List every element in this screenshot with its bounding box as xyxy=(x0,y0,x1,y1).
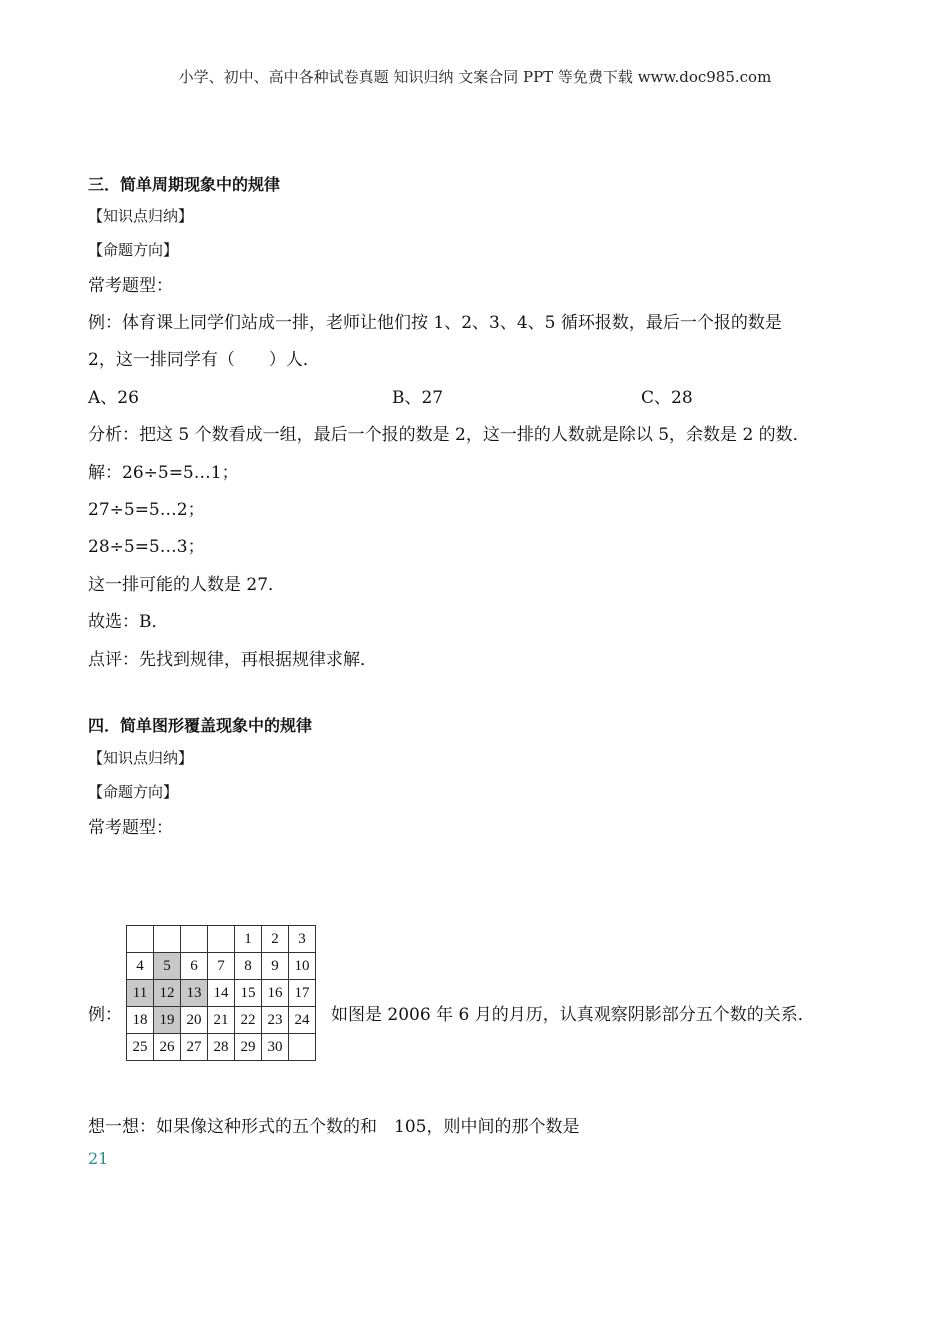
choice-text: 故选：B． xyxy=(88,612,169,632)
calendar-cell xyxy=(208,926,235,953)
example4-text: 如图是 2006 年 6 月的月历，认真观察阴影部分五个数的关系． xyxy=(331,1005,815,1025)
calendar-cell: 9 xyxy=(262,953,289,980)
option-b: B、27 xyxy=(392,388,444,408)
calendar-cell: 29 xyxy=(235,1034,262,1061)
calendar-cell: 7 xyxy=(208,953,235,980)
calendar-cell: 24 xyxy=(289,1007,316,1034)
section3-direction: 【命题方向】 xyxy=(88,241,179,259)
example3-line2: 2，这一排同学有（ ）人． xyxy=(88,350,320,370)
option-a: A、26 xyxy=(88,388,139,408)
section4-title: 四．简单图形覆盖现象中的规律 xyxy=(88,716,313,735)
calendar-cell: 27 xyxy=(181,1034,208,1061)
calendar-cell: 18 xyxy=(127,1007,154,1034)
calendar-cell: 16 xyxy=(262,980,289,1007)
think-question: 想一想：如果像这种形式的五个数的和 105，则中间的那个数是 xyxy=(88,1117,580,1137)
calendar-cell: 3 xyxy=(289,926,316,953)
section3-title: 三．简单周期现象中的规律 xyxy=(88,175,281,194)
calendar-cell: 25 xyxy=(127,1034,154,1061)
calendar-cell: 8 xyxy=(235,953,262,980)
calendar-grid xyxy=(126,925,316,1061)
calendar-cell: 17 xyxy=(289,980,316,1007)
calendar-cell: 21 xyxy=(208,1007,235,1034)
calendar-cell: 6 xyxy=(181,953,208,980)
calendar-cell: 4 xyxy=(127,953,154,980)
calendar-cell: 2 xyxy=(262,926,289,953)
calendar-cell: 22 xyxy=(235,1007,262,1034)
option-c: C、28 xyxy=(641,388,693,408)
solution-line-3: 28÷5=5…3； xyxy=(88,537,205,557)
calendar-cell: 20 xyxy=(181,1007,208,1034)
calendar-cell: 26 xyxy=(154,1034,181,1061)
calendar-cell xyxy=(289,1034,316,1061)
solution-line-4: 这一排可能的人数是 27． xyxy=(88,575,286,595)
calendar-cell: 23 xyxy=(262,1007,289,1034)
section4-direction: 【命题方向】 xyxy=(88,783,179,801)
calendar-cell xyxy=(181,926,208,953)
calendar-cell: 28 xyxy=(208,1034,235,1061)
calendar-cell xyxy=(127,926,154,953)
answer-value: 21 xyxy=(88,1149,109,1168)
section3-common: 常考题型： xyxy=(88,276,173,296)
calendar-cell: 1 xyxy=(235,926,262,953)
section3-knowledge: 【知识点归纳】 xyxy=(88,207,194,225)
section4-common: 常考题型： xyxy=(88,818,173,838)
analysis-text: 分析：把这 5 个数看成一组，最后一个报的数是 2，这一排的人数就是除以 5，余数是 2 的数． xyxy=(88,425,810,445)
solution-line-2: 27÷5=5…2； xyxy=(88,500,205,520)
calendar-cell-shaded: 13 xyxy=(181,980,208,1007)
section4-knowledge: 【知识点归纳】 xyxy=(88,749,194,767)
page-header: 小学、初中、高中各种试卷真题 知识归纳 文案合同 PPT 等免费下载 www.doc985.com xyxy=(178,68,772,86)
calendar-cell-shaded: 19 xyxy=(154,1007,181,1034)
calendar-cell: 15 xyxy=(235,980,262,1007)
calendar-cell: 10 xyxy=(289,953,316,980)
calendar-cell: 14 xyxy=(208,980,235,1007)
solution-line-1: 解：26÷5=5…1； xyxy=(88,463,239,483)
calendar-cell: 30 xyxy=(262,1034,289,1061)
calendar-cell xyxy=(154,926,181,953)
calendar-cell-shaded: 11 xyxy=(127,980,154,1007)
example4-prefix: 例： xyxy=(88,1005,122,1025)
comment-text: 点评：先找到规律，再根据规律求解． xyxy=(88,650,377,670)
calendar-cell-shaded: 12 xyxy=(154,980,181,1007)
example3-line1: 例：体育课上同学们站成一排，老师让他们按 1、2、3、4、5 循环报数，最后一个报的数是 xyxy=(88,313,782,333)
calendar-cell-shaded: 5 xyxy=(154,953,181,980)
